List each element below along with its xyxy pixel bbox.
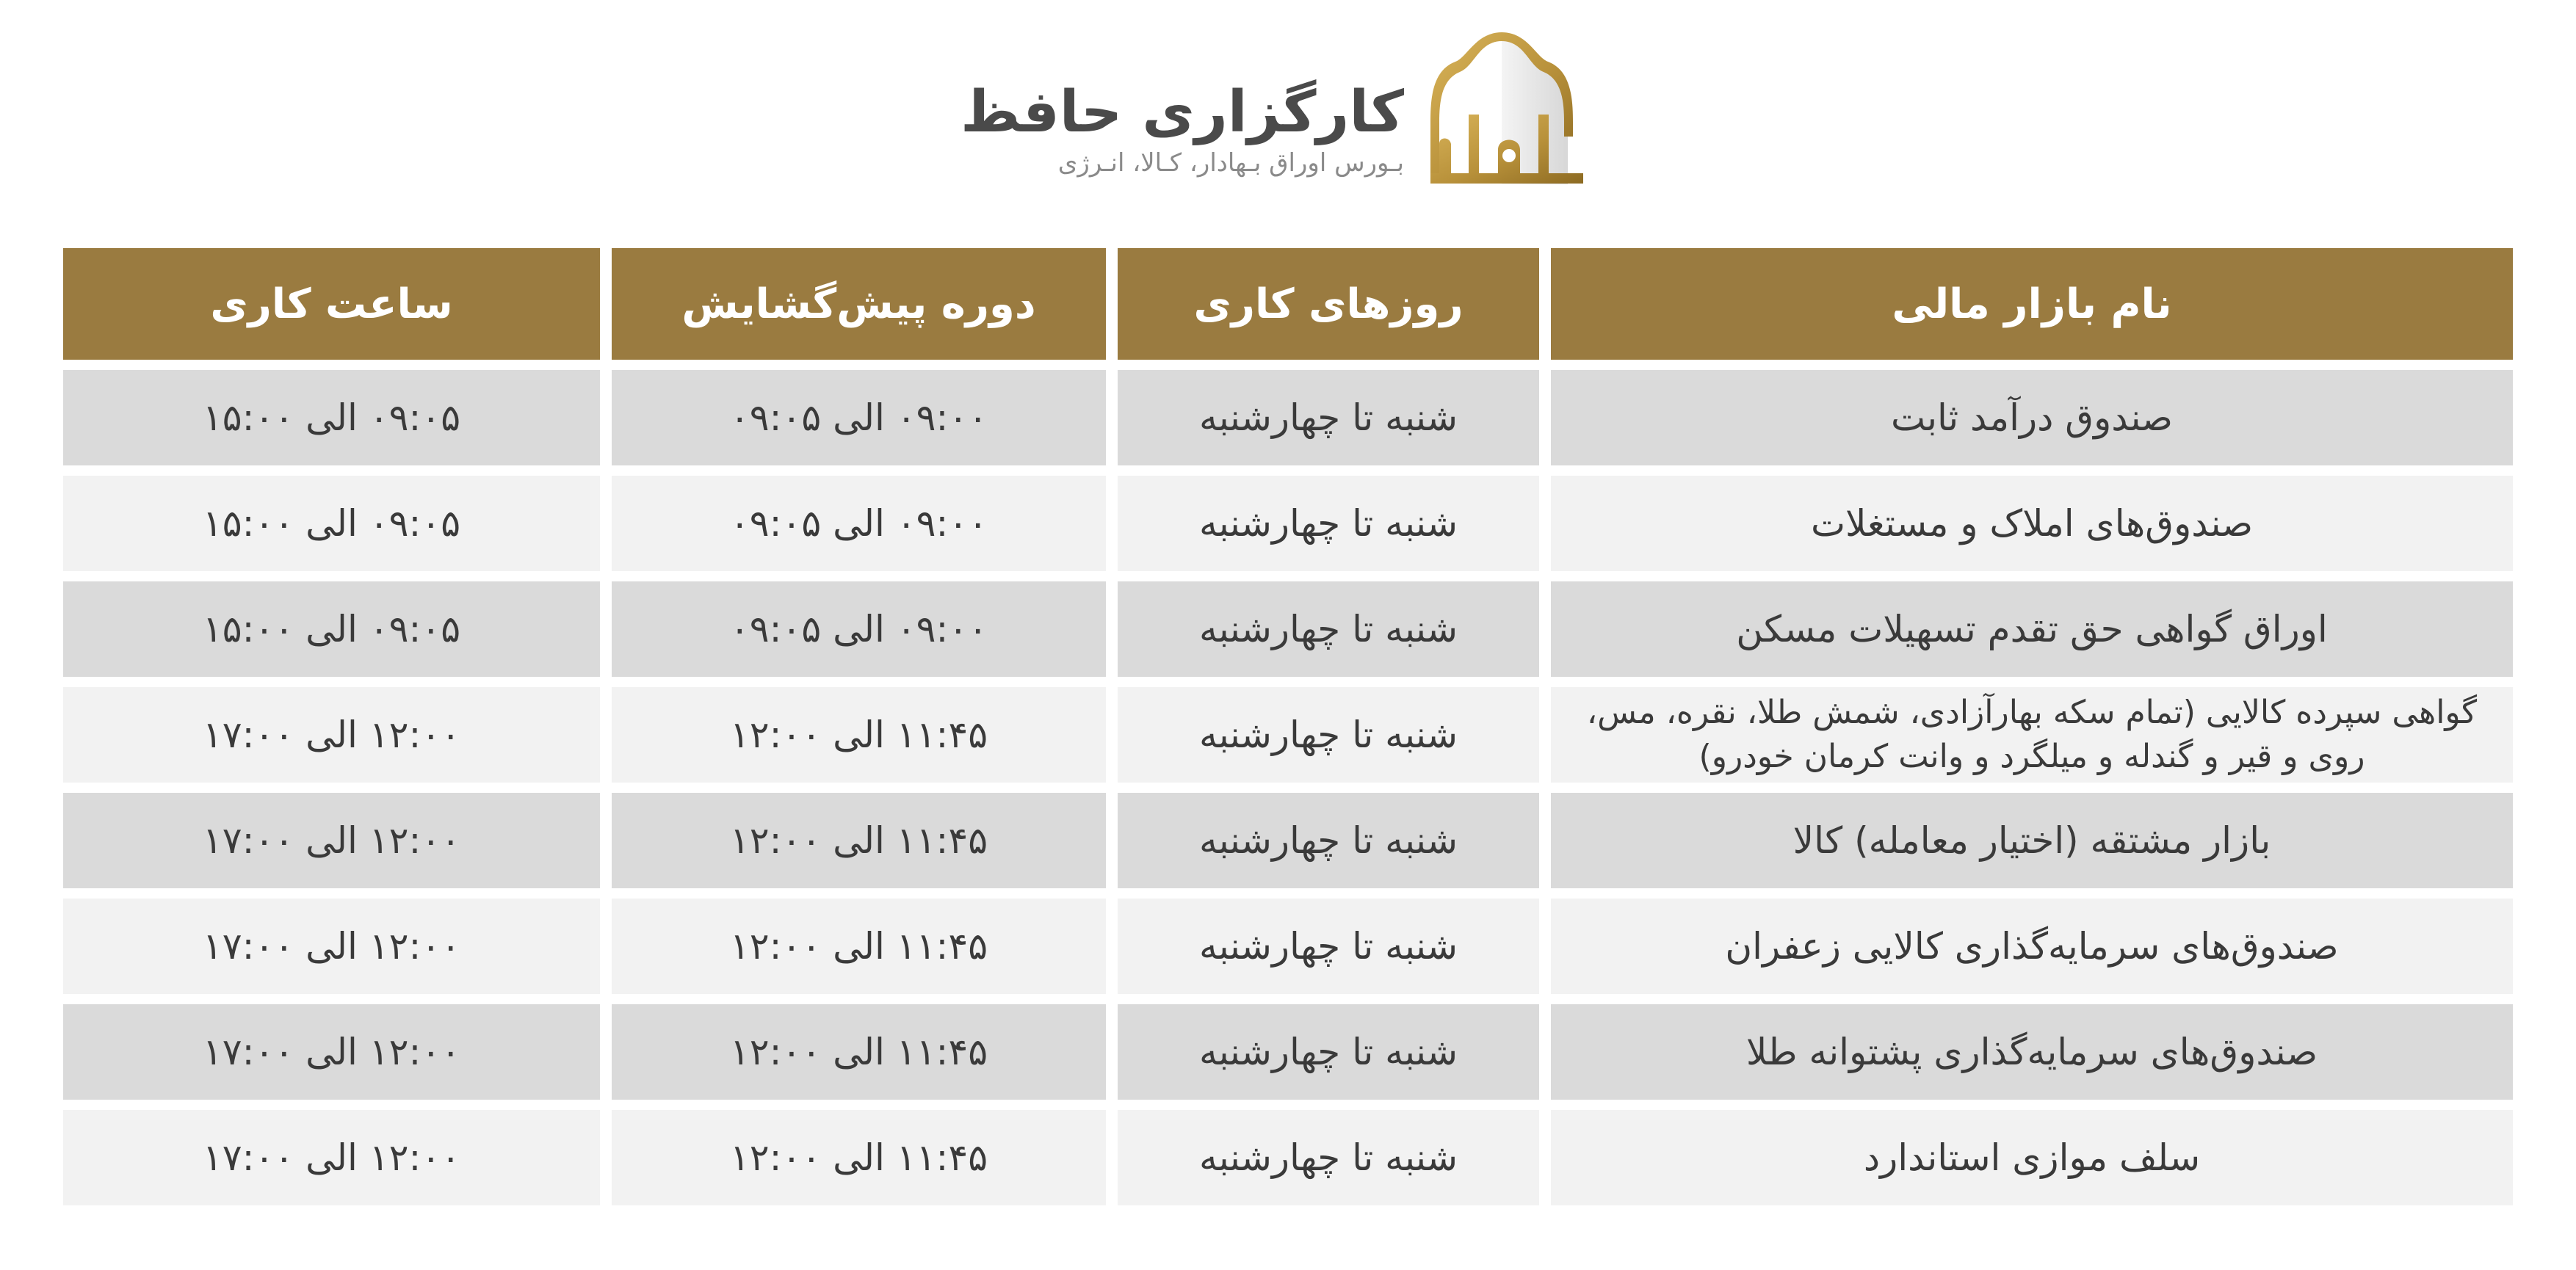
working-days-cell: شنبه تا چهارشنبه: [1118, 581, 1539, 677]
preopening-cell: ۱۱:۴۵ الی ۱۲:۰۰: [612, 1004, 1106, 1100]
market-name-cell: صندوق‌های سرمایه‌گذاری کالایی زعفران: [1551, 899, 2513, 994]
preopening-cell: ۱۱:۴۵ الی ۱۲:۰۰: [612, 899, 1106, 994]
preopening-cell: ۱۱:۴۵ الی ۱۲:۰۰: [612, 793, 1106, 888]
preopening-cell: ۰۹:۰۰ الی ۰۹:۰۵: [612, 581, 1106, 677]
working-days-cell: شنبه تا چهارشنبه: [1118, 1110, 1539, 1205]
working-hours-cell: ۰۹:۰۵ الی ۱۵:۰۰: [63, 581, 600, 677]
working-days-cell: شنبه تا چهارشنبه: [1118, 687, 1539, 783]
working-hours-cell: ۱۲:۰۰ الی ۱۷:۰۰: [63, 899, 600, 994]
table-row: [63, 581, 2513, 677]
brand-text: [960, 79, 1404, 181]
market-name-cell: اوراق گواهی حق تقدم تسهیلات مسکن: [1551, 581, 2513, 677]
working-days-cell: شنبه تا چهارشنبه: [1118, 793, 1539, 888]
table-row: [63, 793, 2513, 888]
preopening-cell: ۰۹:۰۰ الی ۰۹:۰۵: [612, 476, 1106, 571]
market-name-cell: صندوق درآمد ثابت: [1551, 370, 2513, 465]
working-days-cell: شنبه تا چهارشنبه: [1118, 1004, 1539, 1100]
header-working-hours: ساعت کاری: [63, 248, 600, 360]
header-preopening: دوره پیش‌گشایش: [612, 248, 1106, 360]
working-days-cell: شنبه تا چهارشنبه: [1118, 476, 1539, 571]
market-name-cell: سلف موازی استاندارد: [1551, 1110, 2513, 1205]
working-hours-cell: ۱۲:۰۰ الی ۱۷:۰۰: [63, 1004, 600, 1100]
brand-tagline: بـورس اوراق بـهادار، کـالا، انـرژی: [1057, 148, 1404, 178]
table-row: [63, 476, 2513, 571]
preopening-cell: ۱۱:۴۵ الی ۱۲:۰۰: [612, 687, 1106, 783]
table-row: [63, 370, 2513, 465]
working-hours-cell: ۱۲:۰۰ الی ۱۷:۰۰: [63, 793, 600, 888]
header-market-name: نام بازار مالی: [1551, 248, 2513, 360]
preopening-cell: ۱۱:۴۵ الی ۱۲:۰۰: [612, 1110, 1106, 1205]
market-name-cell: صندوق‌های سرمایه‌گذاری پشتوانه طلا: [1551, 1004, 2513, 1100]
hafez-dome-logo-icon: [1417, 26, 1586, 199]
working-hours-cell: ۱۲:۰۰ الی ۱۷:۰۰: [63, 1110, 600, 1205]
preopening-cell: ۰۹:۰۰ الی ۰۹:۰۵: [612, 370, 1106, 465]
working-days-cell: شنبه تا چهارشنبه: [1118, 899, 1539, 994]
table-row: [63, 1110, 2513, 1205]
market-name-cell: گواهی سپرده کالایی (تمام سکه بهارآزادی، شمش طلا، نقره، مس، روی و قیر و گندله و میلگرد و وانت کرمان خودرو): [1551, 687, 2513, 783]
table-header-row: [63, 248, 2513, 360]
header-working-days: روزهای کاری: [1118, 248, 1539, 360]
table-row: [63, 1004, 2513, 1100]
market-hours-table: [63, 248, 2513, 1216]
table-row: [63, 687, 2513, 783]
market-name-cell: صندوق‌های املاک و مستغلات: [1551, 476, 2513, 571]
working-hours-cell: ۰۹:۰۵ الی ۱۵:۰۰: [63, 370, 600, 465]
working-hours-cell: ۱۲:۰۰ الی ۱۷:۰۰: [63, 687, 600, 783]
market-name-cell: بازار مشتقه (اختیار معامله) کالا: [1551, 793, 2513, 888]
working-days-cell: شنبه تا چهارشنبه: [1118, 370, 1539, 465]
brand-header: [960, 26, 1586, 203]
table-row: [63, 899, 2513, 994]
working-hours-cell: ۰۹:۰۵ الی ۱۵:۰۰: [63, 476, 600, 571]
brand-name: کارگزاری حافظ: [960, 79, 1404, 145]
